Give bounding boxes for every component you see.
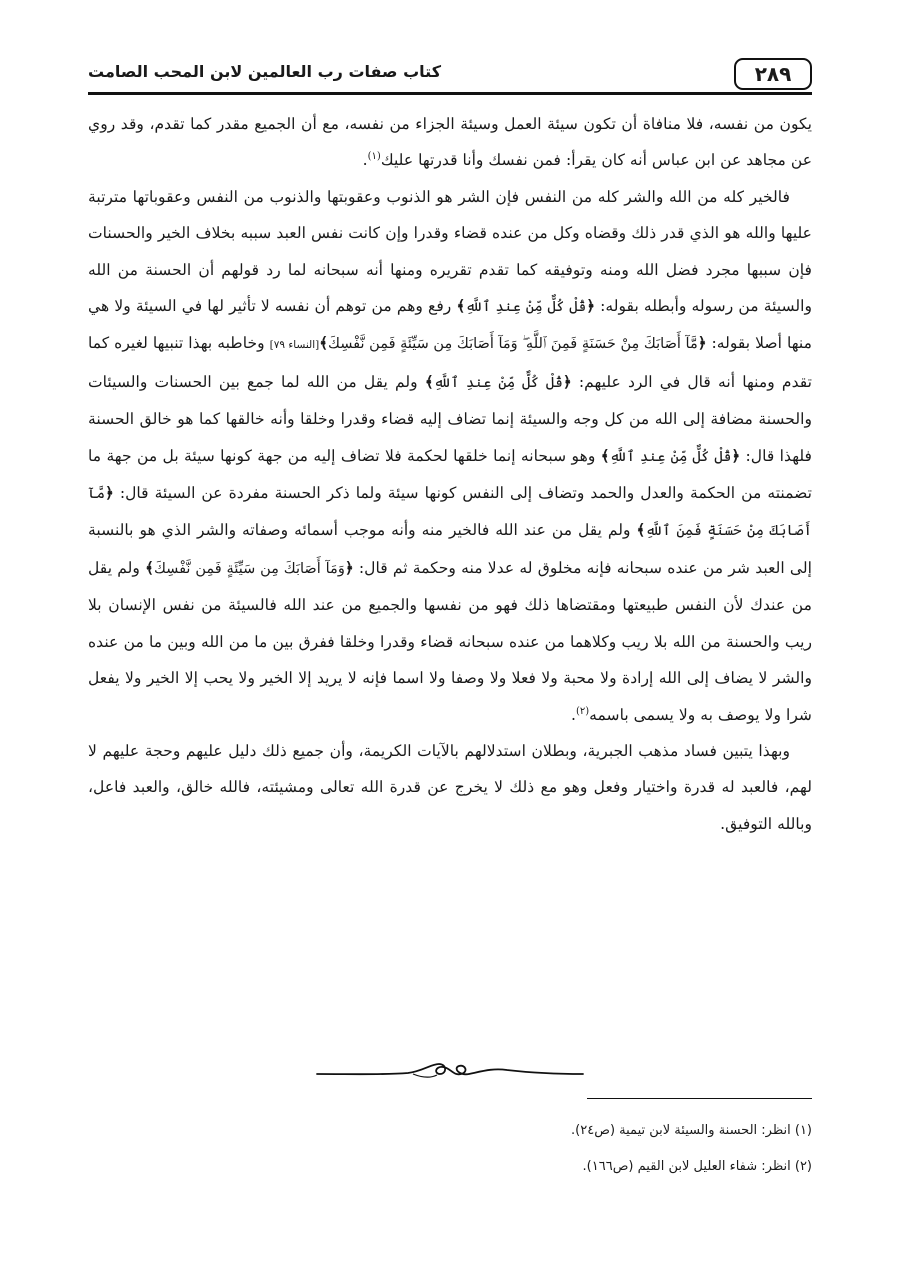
quran-bracket-close: ﴾ — [600, 446, 610, 465]
quran-bracket-open: ﴿ — [697, 334, 707, 353]
quran-bracket-close: ﴾ — [456, 297, 466, 316]
footnote-marker-1: (١) — [367, 151, 381, 163]
text-run: يكون من نفسه، فلا منافاة أن تكون سيئة العمل وسيئة الجزاء من نفسه، مع أن الجميع مقدر كما تقدم، وقد روي عن مجاهد عن ابن عباس أنه كان يقرأ: فمن نفسك وأنا قدرتها عليك — [88, 115, 812, 170]
text-run: وهو سبحانه إنما خلقها لحكمة فلا تضاف إليه من جهة كونها سيئة بل من جهة ما تضمنته من الحكمة والعدل والحمد وتضاف إلى النفس كونها سيئة ولما ذكر الحسنة مفردة عن السيئة قال: — [88, 446, 812, 503]
footnotes — [88, 1113, 812, 1185]
quran-bracket-open: ﴿ — [105, 484, 114, 503]
quran-verse-5: مَّآ أَصَابَكَ مِنْ حَسَنَةٍ فَمِنَ ٱللَّهِ — [88, 486, 812, 540]
page-header — [88, 58, 812, 92]
text-run: وخاطبه بهذا تنبيها لغيره كما تقدم ومنها أنه قال في الرد عليهم: — [88, 334, 812, 391]
footnote-marker-2: (٢) — [575, 705, 590, 717]
quran-verse-3: قُلْ كُلٌّ مِّنْ عِندِ ٱللَّهِ — [433, 374, 563, 391]
text-run: فالخير كله من الله والشر كله من النفس فإن الشر هو الذنوب وعقوبتها والذنوب من النفس وعقوباتها مترتبة عليها والله هو الذي قدر ذلك وقضاه وكل من عنده قضاء وقدرا وإن كانت نفس العبد سببه بخلاف الخير والحسنات فإن سببها مجرد فضل الله ومنه وتوفيقه كما تقدم تقريره ومنها أنه سبحانه لما رد قولهم أن الحسنة من الله والسيئة من رسوله وأبطله بقوله: — [88, 187, 812, 316]
quran-bracket-close: ﴾ — [424, 372, 434, 391]
verse-reference: [النساء ٧٩] — [269, 339, 320, 352]
text-run: ولم يقل من عند الله فالخير منه وأنه موجب أسمائه وصفاته والشر الذي هو بالنسبة إلى العبد شر من عنده سبحانه فإنه مخلوق له عدلا منه وحكمة ثم قال: — [88, 521, 812, 577]
quran-bracket-open: ﴿ — [586, 297, 596, 316]
book-title: كتاب صفات رب العالمين لابن المحب الصامت — [88, 62, 442, 81]
paragraph-1 — [88, 106, 812, 179]
paragraph-3: وبهذا يتبين فساد مذهب الجبرية، وبطلان استدلالهم بالآيات الكريمة، وأن جميع ذلك دليل عليهم وحجة عليهم لا لهم، فالعبد له قدرة واختيار وفعل وهو مع ذلك لا يخرج عن قدرة الله تعالى ومشيئته، فالله خالق، والعبد فاعل، وبالله التوفيق. — [88, 741, 812, 833]
quran-bracket-close: ﴾ — [145, 558, 154, 577]
text-run: رفع وهم من توهم أن نفسه لا تأثير لها في السيئة ولا هي منها أصلا بقوله: — [88, 297, 812, 353]
quran-bracket-open: ﴿ — [344, 558, 354, 577]
quran-verse-4: قُلْ كُلٌّ مِّنْ عِندِ ٱللَّهِ — [609, 448, 732, 465]
text-run: . — [362, 151, 368, 170]
text-run: . — [570, 705, 576, 724]
header-divider — [88, 92, 812, 95]
quran-verse-2: مَّآ أَصَابَكَ مِنْ حَسَنَةٍ فَمِنَ ٱللَّهِ ۖ وَمَآ أَصَابَكَ مِن سَيِّئَةٍ فَمِن نَّفْسِكَ — [328, 336, 698, 353]
text-run: ولم يقل من الله لما جمع بين الحسنات والسيئات والحسنة مضافة إلى الله من كل وجه والسيئة إنما تضاف إليه قضاء وقدرا وخلقا وأنه خالقها كما هو خالق الحسنة فلهذا قال: — [88, 372, 812, 465]
quran-bracket-close: ﴾ — [319, 334, 329, 353]
quran-bracket-open: ﴿ — [562, 372, 572, 391]
footnote-1: (١) انظر: الحسنة والسيئة لابن تيمية (ص٢٤). — [571, 1123, 812, 1138]
scroll-flourish-icon — [313, 1052, 587, 1086]
footnote-divider — [587, 1098, 812, 1099]
text-run: ولم يقل من عندك لأن النفس طبيعتها ومقتضاها ذلك فهو من نفسها والجميع من عند الله فالسيئة من نفس الإنسان بلا ريب والحسنة من الله بلا ريب وكلاهما من عنده سبحانه قضاء وقدرا وخلقا ففرق بين ما من الله وبين ما من عنده والشر لا يضاف إلى الله إرادة ولا محبة ولا فعلا ولا وصفا ولا اسما فإنه لا يريد إلا الخير ولا يحب إلا الخير ولا يفعل شرا ولا يوصف به ولا يسمى باسمه — [88, 558, 812, 724]
paragraph-2 — [88, 179, 812, 733]
quran-bracket-close: ﴾ — [636, 521, 646, 540]
quran-verse-1: قُلْ كُلٌّ مِّنْ عِندِ ٱللَّهِ — [465, 299, 587, 316]
footnote-2: (٢) انظر: شفاء العليل لابن القيم (ص١٦٦). — [582, 1159, 812, 1174]
page-number: ٢٨٩ — [734, 58, 812, 90]
quran-bracket-open: ﴿ — [731, 446, 741, 465]
main-text — [88, 106, 812, 842]
quran-verse-6: وَمَآ أَصَابَكَ مِن سَيِّئَةٍ فَمِن نَّفْسِكَ — [153, 560, 345, 577]
